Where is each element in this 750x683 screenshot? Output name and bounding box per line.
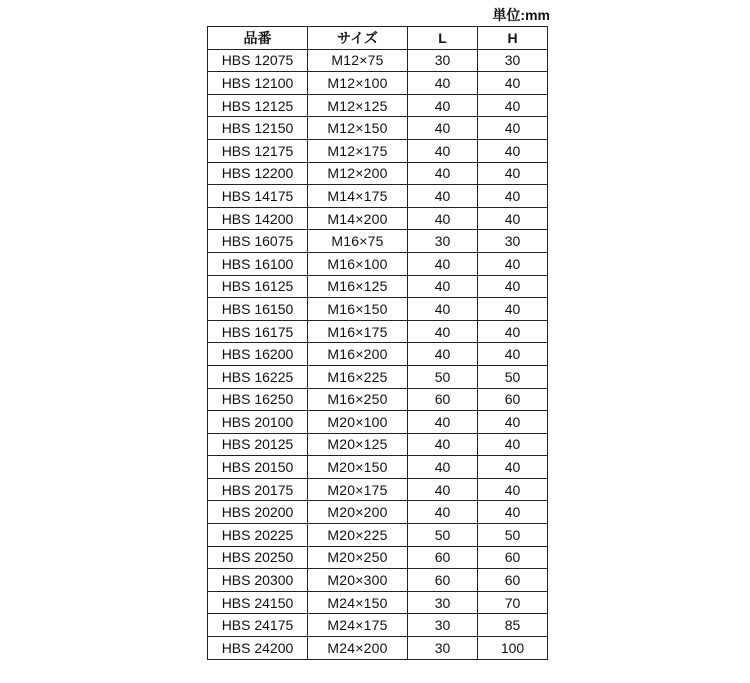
cell-h: 50 xyxy=(478,524,548,547)
cell-h: 60 xyxy=(478,569,548,592)
cell-h: 40 xyxy=(478,252,548,275)
cell-part-number: HBS 16100 xyxy=(208,252,308,275)
table-row xyxy=(208,546,548,569)
cell-l: 40 xyxy=(408,433,478,456)
cell-h: 40 xyxy=(478,139,548,162)
cell-l: 40 xyxy=(408,117,478,140)
cell-l: 40 xyxy=(408,478,478,501)
cell-h: 60 xyxy=(478,546,548,569)
cell-h: 60 xyxy=(478,388,548,411)
cell-l: 40 xyxy=(408,162,478,185)
cell-size: M12×175 xyxy=(308,139,408,162)
cell-h: 40 xyxy=(478,275,548,298)
cell-size: M24×200 xyxy=(308,637,408,660)
cell-part-number: HBS 12100 xyxy=(208,72,308,95)
cell-size: M16×175 xyxy=(308,320,408,343)
cell-part-number: HBS 12200 xyxy=(208,162,308,185)
table-row xyxy=(208,162,548,185)
cell-h: 70 xyxy=(478,591,548,614)
cell-h: 40 xyxy=(478,433,548,456)
cell-size: M16×150 xyxy=(308,298,408,321)
cell-part-number: HBS 20100 xyxy=(208,411,308,434)
header-h: H xyxy=(478,27,548,50)
cell-h: 85 xyxy=(478,614,548,637)
cell-size: M16×225 xyxy=(308,365,408,388)
table-row xyxy=(208,207,548,230)
cell-part-number: HBS 12125 xyxy=(208,94,308,117)
table-row xyxy=(208,117,548,140)
table-row xyxy=(208,298,548,321)
table-row xyxy=(208,614,548,637)
cell-l: 30 xyxy=(408,591,478,614)
cell-size: M16×250 xyxy=(308,388,408,411)
cell-l: 40 xyxy=(408,343,478,366)
cell-size: M20×125 xyxy=(308,433,408,456)
cell-part-number: HBS 20225 xyxy=(208,524,308,547)
table-row xyxy=(208,501,548,524)
cell-l: 40 xyxy=(408,94,478,117)
cell-size: M12×75 xyxy=(308,49,408,72)
cell-part-number: HBS 20250 xyxy=(208,546,308,569)
cell-part-number: HBS 16225 xyxy=(208,365,308,388)
cell-h: 40 xyxy=(478,207,548,230)
cell-l: 60 xyxy=(408,546,478,569)
cell-l: 30 xyxy=(408,637,478,660)
cell-part-number: HBS 16250 xyxy=(208,388,308,411)
table-row xyxy=(208,343,548,366)
table-row xyxy=(208,72,548,95)
table-row xyxy=(208,139,548,162)
cell-l: 40 xyxy=(408,185,478,208)
cell-h: 30 xyxy=(478,49,548,72)
table-row xyxy=(208,49,548,72)
cell-size: M20×300 xyxy=(308,569,408,592)
cell-h: 30 xyxy=(478,230,548,253)
table-row xyxy=(208,411,548,434)
cell-l: 40 xyxy=(408,275,478,298)
table-row xyxy=(208,433,548,456)
cell-h: 40 xyxy=(478,298,548,321)
table-row xyxy=(208,591,548,614)
cell-part-number: HBS 16125 xyxy=(208,275,308,298)
cell-size: M20×200 xyxy=(308,501,408,524)
table-row xyxy=(208,320,548,343)
cell-part-number: HBS 16200 xyxy=(208,343,308,366)
cell-size: M24×175 xyxy=(308,614,408,637)
table-body xyxy=(208,49,548,659)
cell-size: M20×100 xyxy=(308,411,408,434)
cell-l: 40 xyxy=(408,411,478,434)
cell-part-number: HBS 12175 xyxy=(208,139,308,162)
cell-l: 40 xyxy=(408,252,478,275)
cell-part-number: HBS 12150 xyxy=(208,117,308,140)
cell-h: 40 xyxy=(478,162,548,185)
cell-size: M20×175 xyxy=(308,478,408,501)
cell-part-number: HBS 20200 xyxy=(208,501,308,524)
cell-l: 40 xyxy=(408,501,478,524)
cell-h: 40 xyxy=(478,411,548,434)
cell-size: M14×200 xyxy=(308,207,408,230)
header-part-number: 品番 xyxy=(208,27,308,50)
table-row xyxy=(208,230,548,253)
cell-h: 40 xyxy=(478,117,548,140)
table-row xyxy=(208,388,548,411)
cell-size: M12×200 xyxy=(308,162,408,185)
table-row xyxy=(208,252,548,275)
cell-l: 40 xyxy=(408,207,478,230)
cell-part-number: HBS 20300 xyxy=(208,569,308,592)
table-row xyxy=(208,524,548,547)
cell-h: 40 xyxy=(478,185,548,208)
cell-part-number: HBS 20125 xyxy=(208,433,308,456)
cell-h: 100 xyxy=(478,637,548,660)
cell-size: M16×100 xyxy=(308,252,408,275)
table-row xyxy=(208,94,548,117)
cell-size: M12×150 xyxy=(308,117,408,140)
cell-part-number: HBS 24150 xyxy=(208,591,308,614)
cell-l: 40 xyxy=(408,456,478,479)
table-row xyxy=(208,478,548,501)
table-row xyxy=(208,637,548,660)
cell-part-number: HBS 16075 xyxy=(208,230,308,253)
cell-h: 40 xyxy=(478,72,548,95)
cell-part-number: HBS 20175 xyxy=(208,478,308,501)
cell-h: 40 xyxy=(478,94,548,117)
cell-part-number: HBS 20150 xyxy=(208,456,308,479)
cell-size: M14×175 xyxy=(308,185,408,208)
cell-h: 40 xyxy=(478,343,548,366)
cell-l: 30 xyxy=(408,614,478,637)
cell-size: M24×150 xyxy=(308,591,408,614)
unit-label: 単位:mm xyxy=(492,7,550,23)
cell-size: M12×125 xyxy=(308,94,408,117)
cell-size: M20×225 xyxy=(308,524,408,547)
cell-size: M16×75 xyxy=(308,230,408,253)
spec-table xyxy=(207,26,548,660)
cell-l: 30 xyxy=(408,49,478,72)
table-row xyxy=(208,456,548,479)
cell-l: 60 xyxy=(408,388,478,411)
table-row xyxy=(208,365,548,388)
cell-size: M16×200 xyxy=(308,343,408,366)
cell-h: 40 xyxy=(478,501,548,524)
cell-l: 40 xyxy=(408,72,478,95)
cell-size: M20×250 xyxy=(308,546,408,569)
header-size: サイズ xyxy=(308,27,408,50)
cell-h: 50 xyxy=(478,365,548,388)
cell-part-number: HBS 14200 xyxy=(208,207,308,230)
cell-l: 40 xyxy=(408,139,478,162)
table-row xyxy=(208,185,548,208)
cell-h: 40 xyxy=(478,456,548,479)
cell-l: 60 xyxy=(408,569,478,592)
cell-part-number: HBS 16150 xyxy=(208,298,308,321)
cell-l: 40 xyxy=(408,320,478,343)
cell-size: M16×125 xyxy=(308,275,408,298)
table-row xyxy=(208,569,548,592)
cell-size: M20×150 xyxy=(308,456,408,479)
cell-part-number: HBS 12075 xyxy=(208,49,308,72)
cell-part-number: HBS 14175 xyxy=(208,185,308,208)
cell-l: 50 xyxy=(408,524,478,547)
cell-part-number: HBS 24175 xyxy=(208,614,308,637)
cell-h: 40 xyxy=(478,320,548,343)
cell-part-number: HBS 24200 xyxy=(208,637,308,660)
table-header-row xyxy=(208,27,548,50)
cell-l: 30 xyxy=(408,230,478,253)
header-l: L xyxy=(408,27,478,50)
cell-l: 40 xyxy=(408,298,478,321)
cell-part-number: HBS 16175 xyxy=(208,320,308,343)
cell-l: 50 xyxy=(408,365,478,388)
cell-size: M12×100 xyxy=(308,72,408,95)
cell-h: 40 xyxy=(478,478,548,501)
table-row xyxy=(208,275,548,298)
